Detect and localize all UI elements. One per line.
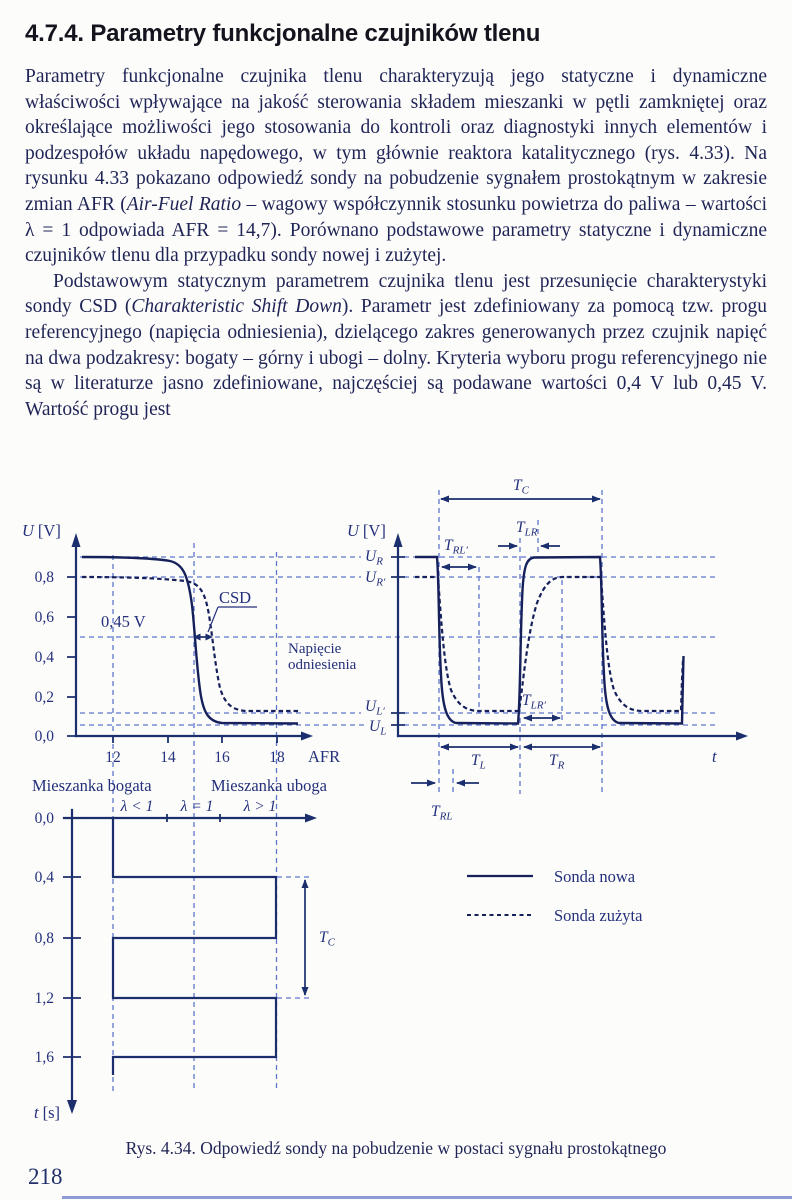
left-ytick-0-2: 0,2	[34, 689, 54, 706]
lambda-stoich-label: λ = 1	[180, 798, 214, 815]
left-ytick-0-8: 0,8	[34, 569, 54, 586]
body-text	[25, 64, 767, 422]
section-heading: 4.7.4. Parametry funkcjonalne czujników tlenu	[25, 20, 541, 47]
bottom-ytick-0-0: 0,0	[34, 810, 54, 827]
right-y-axis-label: U [V]	[347, 521, 386, 540]
csd-label: CSD	[219, 588, 252, 607]
p1-seg1: Parametry funkcjonalne czujnika tlenu charakteryzują jego statyczne i dynamiczne właściwości wpływające na jakość sterowania składem mieszanki w pętli zamkniętej oraz określające możliwości jego stosowania do kontroli oraz diagnostyki innych elementów i podzespołów układu napędowego, w tym głównie reaktora katalitycznego (rys. 4.33). Na rysunku 4.33 pokazano odpowiedź sondy na pobudzenie sygnałem prostokątnym w zakresie zmian AFR (	[25, 66, 767, 215]
excitation-square-wave	[113, 818, 276, 1075]
right-x-axis-arrow-icon	[736, 732, 748, 741]
legend-sonda-zuzyta-label: Sonda zużyta	[554, 906, 643, 925]
bottom-chart	[34, 798, 336, 1122]
tc-label: $T_C$	[513, 477, 529, 497]
p2-seg1: Podstawowym statycznym parametrem czujnika tlenu jest przesunięcie charakterystyki sondy CSD (	[25, 270, 767, 318]
left-y-ticks	[67, 577, 76, 736]
right-x-axis-label: t	[712, 747, 717, 766]
bottom-y-axis-arrow-icon	[67, 1100, 77, 1114]
paragraph-2	[25, 269, 767, 423]
legend-sonda-nowa-label: Sonda nowa	[554, 867, 636, 886]
left-xtick-18: 18	[269, 749, 285, 766]
left-ytick-0-0: 0,0	[34, 728, 54, 745]
trl-prime-label: $T_{RL'}$	[444, 537, 468, 557]
voltage-level-labels	[361, 546, 401, 738]
left-y-axis-label: U [V]	[22, 521, 61, 540]
left-xtick-14: 14	[160, 749, 176, 766]
right-chart	[347, 477, 748, 823]
p1-seg3: – wagowy współczynnik stosunku powietrza do paliwa – wartości λ = 1 odpowiada AFR = 14,7). Porównano podstawowe parametry statyczne i dynamiczne czujników tlenu dla przypadku sondy nowej i zużytej.	[25, 193, 767, 267]
left-x-axis-arrow-icon	[301, 732, 313, 741]
bottom-tc-label: $T_C$	[319, 929, 335, 949]
p2-seg2-italic: Charakteristic Shift Down	[131, 296, 342, 318]
figure-4-34	[0, 470, 792, 1135]
paragraph-1	[25, 64, 767, 269]
bottom-ytick-1-2: 1,2	[34, 990, 54, 1007]
bottom-rule	[62, 1196, 792, 1199]
page-number: 218	[28, 1164, 63, 1189]
left-xtick-12: 12	[105, 749, 121, 766]
bottom-ytick-0-4: 0,4	[34, 869, 54, 886]
label-ul: $U_L$	[369, 718, 387, 738]
bottom-t-axis-label: t [s]	[34, 1103, 61, 1122]
csd-annotation	[193, 588, 257, 641]
rich-mixture-label: Mieszanka bogata	[32, 776, 152, 795]
tlr-prime-label: $T_{LR'}$	[522, 692, 546, 712]
p1-seg2-italic: Air-Fuel Ratio	[126, 193, 242, 215]
reference-voltage-label-line1: Napięcie	[288, 641, 342, 657]
label-ur: $U_R$	[365, 548, 383, 568]
bottom-ytick-1-6: 1,6	[34, 1049, 54, 1066]
tc-leader-lines	[277, 877, 313, 998]
tr-label: $T_R$	[549, 752, 565, 772]
reference-voltage-label-line2: odniesienia	[288, 657, 357, 673]
trl-label: $T_{RL}$	[431, 803, 453, 823]
left-xtick-16: 16	[214, 749, 230, 766]
left-y-axis-arrow-icon	[72, 533, 81, 547]
p2-seg3: ). Parametr jest zdefiniowany za pomocą tzw. progu referencyjnego (napięcia odniesienia), dzielącego zakres generowanych przez czujnik napięć na dwa podzakresy: bogaty – górny i ubogi – dolny. Kryteria wyboru progu referencyjnego nie są w literaturze jasno zdefiniowane, najczęściej są podawane wartości 0,4 V lub 0,45 V. Wartość progu jest	[25, 296, 767, 420]
bottom-ytick-0-8: 0,8	[34, 930, 54, 947]
left-ytick-0-4: 0,4	[34, 649, 54, 666]
left-x-axis-label: AFR	[308, 747, 341, 766]
lean-mixture-label: Mieszanka uboga	[211, 776, 327, 795]
right-wave-sonda-zuzyta	[415, 577, 683, 711]
lambda-lean-label: λ > 1	[243, 798, 277, 815]
label-ul-prime: $U_{L'}$	[365, 698, 385, 718]
lambda-rich-label: λ < 1	[120, 798, 154, 815]
label-ur-prime: $U_{R'}$	[365, 569, 386, 589]
right-y-axis-arrow-icon	[394, 533, 403, 547]
threshold-label: 0,45 V	[101, 612, 146, 631]
tl-label: $T_L$	[471, 752, 486, 772]
tlr-label: $T_{LR}$	[516, 519, 538, 539]
figure-caption: Rys. 4.34. Odpowiedź sondy na pobudzenie w postaci sygnału prostokątnego	[125, 1138, 667, 1158]
left-chart	[22, 521, 357, 795]
figure-legend	[467, 867, 643, 925]
bottom-x-axis-arrow-icon	[305, 814, 317, 823]
left-ytick-0-6: 0,6	[34, 609, 54, 626]
